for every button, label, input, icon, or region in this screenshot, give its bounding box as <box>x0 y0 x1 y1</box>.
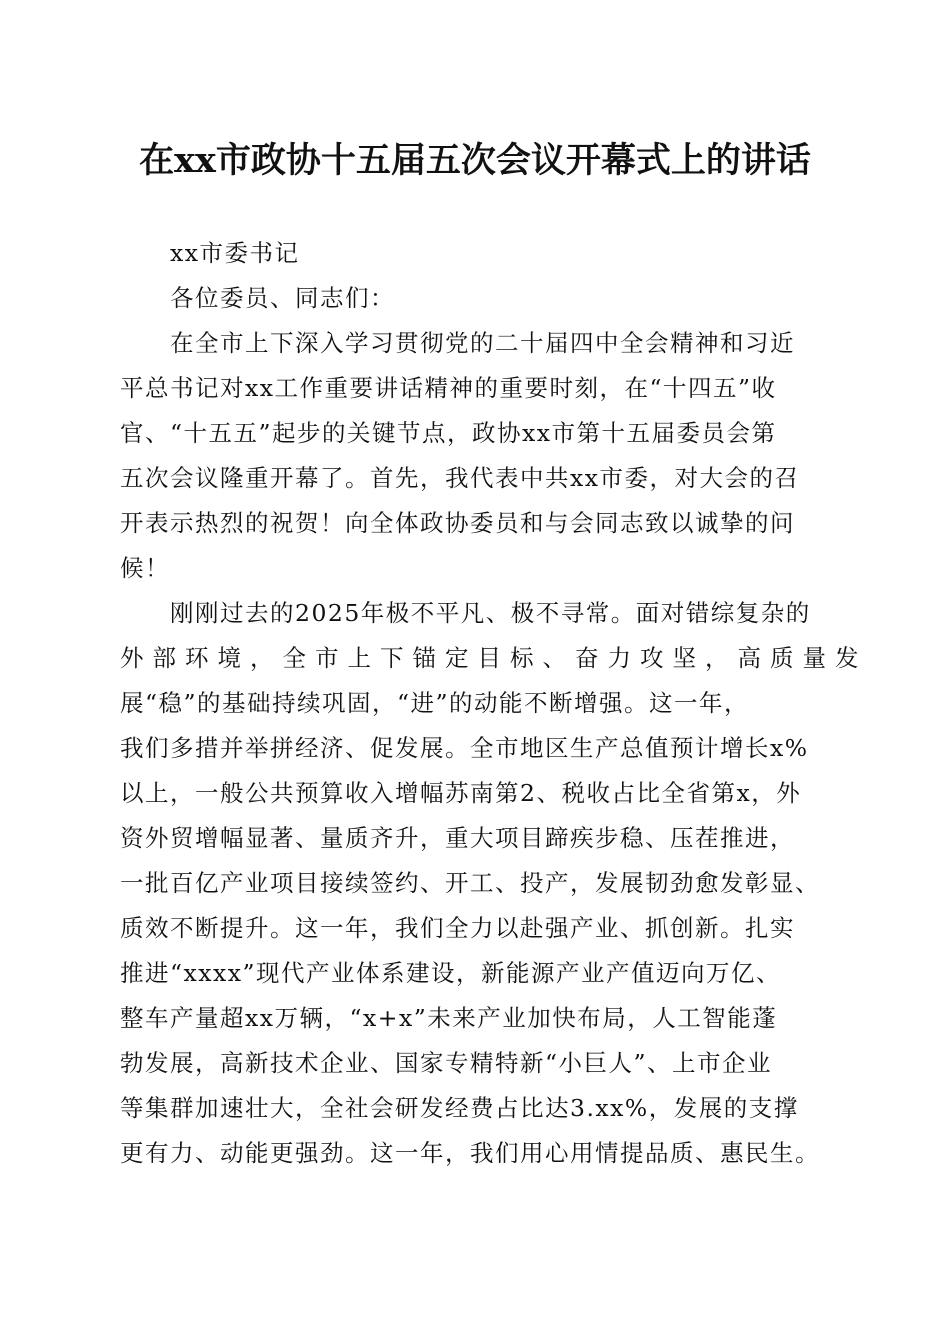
body-line: 五次会议隆重开幕了。首先，我代表中共xx市委，对大会的召 <box>120 464 800 492</box>
body-line: 一批百亿产业项目接续签约、开工、投产，发展韧劲愈发彰显、 <box>120 869 820 897</box>
body-line: 候！ <box>120 554 170 582</box>
body-line: 平总书记对xx工作重要讲话精神的重要时刻，在“十四五”收 <box>120 374 777 402</box>
body-line: 展“稳”的基础持续巩固，“进”的动能不断增强。这一年， <box>120 689 750 717</box>
author-line: xx市委书记 <box>170 239 300 267</box>
body-line: 开表示热烈的祝贺！向全体政协委员和与会同志致以诚挚的问 <box>120 509 795 537</box>
body-line: 以上，一般公共预算收入增幅苏南第2、税收占比全省第x，外 <box>120 779 802 807</box>
body-line: 质效不断提升。这一年，我们全力以赴强产业、抓创新。扎实 <box>120 914 795 942</box>
body-line: 外部环境，全市上下锚定目标、奋力攻坚，高质量发 <box>120 644 868 672</box>
body-line: 我们多措并举拼经济、促发展。全市地区生产总值预计增长x% <box>120 734 809 762</box>
body-line: 整车产量超xx万辆，“x+x”未来产业加快布局，人工智能蓬 <box>120 1004 778 1032</box>
body-line: 资外贸增幅显著、量质齐升，重大项目蹄疾步稳、压茬推进， <box>120 824 795 852</box>
body-line: 更有力、动能更强劲。这一年，我们用心用情提品质、惠民生。 <box>120 1139 820 1167</box>
salutation-line: 各位委员、同志们： <box>170 284 395 312</box>
body-line: 等集群加速壮大，全社会研发经费占比达3.xx%，发展的支撑 <box>120 1094 799 1122</box>
body-line: 刚刚过去的2025年极不平凡、极不寻常。面对错综复杂的 <box>170 599 811 627</box>
body-line: 官、“十五五”起步的关键节点，政协xx市第十五届委员会第 <box>120 419 777 447</box>
body-line: 推进“xxxx”现代产业体系建设，新能源产业产值迈向万亿、 <box>120 959 782 987</box>
document-title: 在xx市政协十五届五次会议开幕式上的讲话 <box>139 140 811 181</box>
body-line: 在全市上下深入学习贯彻党的二十届四中全会精神和习近 <box>170 329 795 357</box>
body-line: 勃发展，高新技术企业、国家专精特新“小巨人”、上市企业 <box>120 1049 773 1077</box>
